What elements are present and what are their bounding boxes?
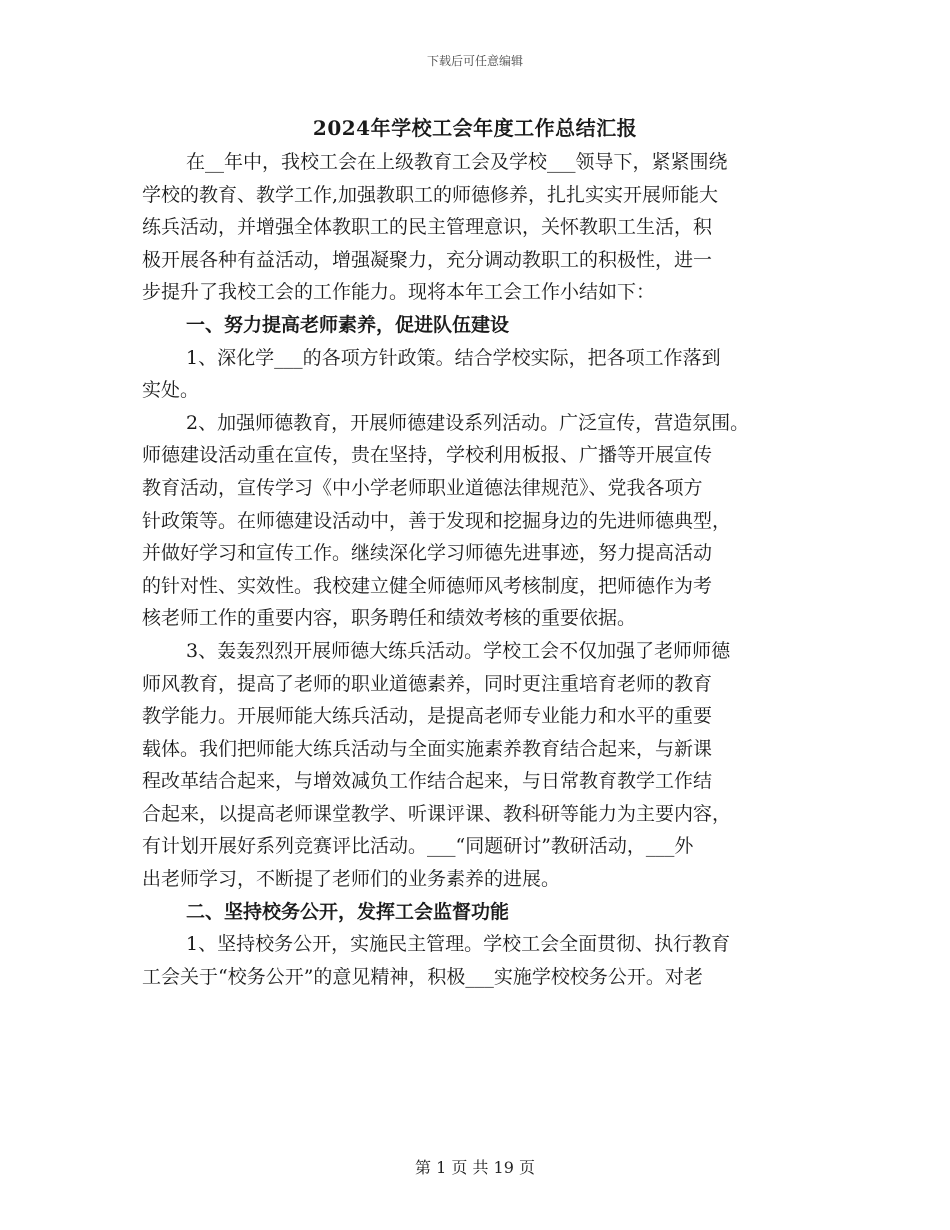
text-line: 有计划开展好系列竞赛评比活动。___“同题研讨”教研活动，___外 — [142, 835, 694, 858]
text-line: 针政策等。在师德建设活动中，善于发现和挖掘身边的先进师德典型， — [142, 509, 732, 532]
document-title: 2024年学校工会年度工作总结汇报 — [312, 116, 638, 140]
page-number-footer: 第 1 页 共 19 页 — [415, 1158, 535, 1177]
text-line: 载体。我们把师能大练兵活动与全面实施素养教育结合起来，与新课 — [142, 737, 713, 760]
text-line: 师德建设活动重在宣传，贵在坚持，学校利用板报、广播等开展宣传 — [142, 444, 713, 467]
text-line: 程改革结合起来，与增效减负工作结合起来，与日常教育教学工作结 — [142, 770, 713, 793]
text-line: 实处。 — [142, 379, 200, 402]
text-line: 教育活动，宣传学习《中小学老师职业道德法律规范》、党我各项方 — [142, 476, 703, 499]
document-body — [142, 146, 822, 993]
text-line: 2、加强师德教育，开展师德建设系列活动。广泛宣传，营造氛围。 — [186, 411, 750, 434]
text-line: 教学能力。开展师能大练兵活动，是提高老师专业能力和水平的重要 — [142, 705, 713, 728]
text-line: 1、坚持校务公开，实施民主管理。学校工会全面贯彻、执行教育 — [186, 933, 731, 956]
text-line: 极开展各种有益活动，增强凝聚力，充分调动教职工的积极性，进一 — [142, 248, 713, 271]
text-line: 师风教育，提高了老师的职业道德素养，同时更注重培育老师的教育 — [142, 672, 713, 695]
text-line: 工会关于“校务公开”的意见精神，积极___实施学校校务公开。对老 — [142, 965, 703, 988]
text-line: 合起来，以提高老师课堂教学、听课评课、教科研等能力为主要内容， — [142, 802, 732, 825]
section-heading: 二、坚持校务公开，发挥工会监督功能 — [186, 900, 510, 923]
header-note: 下载后可任意编辑 — [426, 54, 523, 68]
text-line: 练兵活动，并增强全体教职工的民主管理意识，关怀教职工生活，积 — [142, 216, 713, 239]
text-line: 1、深化学___的各项方针政策。结合学校实际，把各项工作落到 — [186, 346, 721, 369]
text-line: 并做好学习和宣传工作。继续深化学习师德先进事迹，努力提高活动 — [142, 542, 713, 565]
text-line: 3、轰轰烈烈开展师德大练兵活动。学校工会不仅加强了老师师德 — [186, 639, 731, 662]
section-heading: 一、努力提高老师素养，促进队伍建设 — [186, 313, 510, 336]
text-line: 在__年中，我校工会在上级教育工会及学校___领导下，紧紧围绕 — [186, 151, 728, 173]
text-line: 的针对性、实效性。我校建立健全师德师风考核制度，把师德作为考 — [142, 574, 713, 597]
text-line: 出老师学习，不断提了老师们的业务素养的进展。 — [142, 868, 561, 891]
text-line: 步提升了我校工会的工作能力。现将本年工会工作小结如下： — [142, 281, 656, 304]
text-line: 核老师工作的重要内容，职务聘任和绩效考核的重要依据。 — [142, 607, 637, 630]
text-line: 学校的教育、教学工作,加强教职工的师德修养，扎扎实实开展师能大 — [142, 183, 719, 206]
